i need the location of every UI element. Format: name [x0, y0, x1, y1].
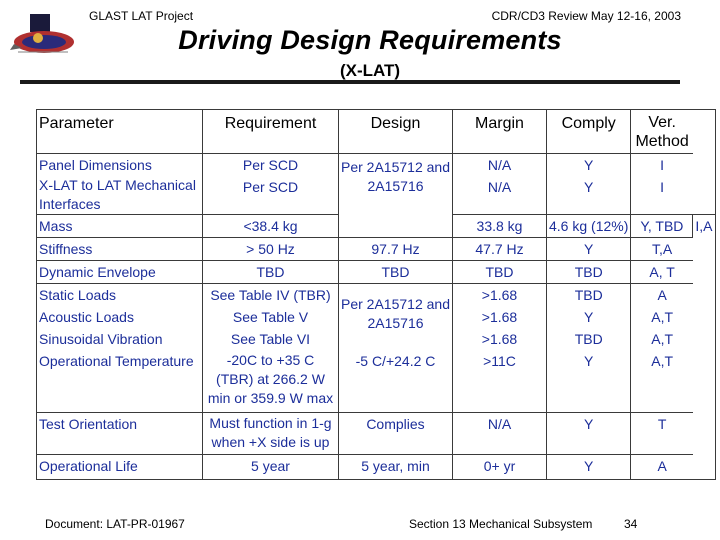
design-cell: TBD [339, 261, 453, 284]
col-header-margin: Margin [453, 110, 547, 154]
requirement-cell: Per SCD [203, 176, 339, 215]
table-row [37, 284, 716, 307]
table-header-row [37, 110, 716, 154]
table-row [37, 412, 716, 454]
comply-cell: Y [547, 176, 631, 215]
review-label: CDR/CD3 Review May 12-16, 2003 [491, 9, 681, 23]
title-rule [20, 80, 680, 84]
method-cell: A, T [631, 261, 693, 284]
method-cell: T,A [631, 238, 693, 261]
param-cell: Acoustic Loads [39, 309, 134, 325]
requirement-cell: See Table V [203, 306, 339, 328]
comply-cell: Y [547, 238, 631, 261]
table-row [37, 350, 716, 412]
comply-cell: TBD [547, 328, 631, 350]
param-cell: Stiffness [37, 238, 203, 261]
requirement-cell: See Table VI [203, 328, 339, 350]
footer-page-number: 34 [624, 517, 638, 531]
method-cell: I [631, 176, 693, 215]
design-cell: 97.7 Hz [339, 238, 453, 261]
page-subtitle: (X-LAT) [339, 61, 401, 80]
margin-cell: >1.68 [453, 328, 547, 350]
param-cell: Mass [37, 215, 203, 238]
comply-cell: Y [547, 306, 631, 328]
table-row [37, 238, 716, 261]
footer-document: Document: LAT-PR-01967 [45, 517, 185, 531]
table-row [37, 454, 716, 479]
method-cell: I [631, 154, 693, 177]
margin-cell: N/A [453, 412, 547, 454]
method-cell: I,A [693, 215, 715, 238]
col-header-design: Design [339, 110, 453, 154]
method-cell: A [631, 454, 693, 479]
margin-cell: N/A [453, 154, 547, 177]
method-cell: A,T [631, 306, 693, 328]
design-cell: -5 C/+24.2 C [339, 350, 453, 412]
table-row [37, 261, 716, 284]
method-cell: T [631, 412, 693, 454]
requirement-cell: <38.4 kg [203, 215, 339, 238]
margin-cell: N/A [453, 176, 547, 215]
page-title: Driving Design Requirements [178, 25, 562, 55]
requirement-cell: Per SCD [203, 154, 339, 177]
param-cell: Dynamic Envelope [37, 261, 203, 284]
margin-cell: >1.68 [453, 284, 547, 307]
col-header-method: Ver. Method [631, 110, 693, 154]
requirement-cell: > 50 Hz [203, 238, 339, 261]
margin-cell: >1.68 [453, 306, 547, 328]
comply-cell: Y [547, 454, 631, 479]
design-cell: 5 year, min [339, 454, 453, 479]
design-cell: Complies [339, 412, 453, 454]
margin-cell: 47.7 Hz [453, 238, 547, 261]
col-header-requirement: Requirement [203, 110, 339, 154]
project-label: GLAST LAT Project [89, 9, 194, 23]
param-cell: Operational Life [37, 454, 203, 479]
design-cell: 33.8 kg [453, 215, 547, 238]
comply-cell: Y [547, 154, 631, 177]
comply-cell: Y, TBD [631, 215, 693, 238]
design-merged-cell: Per 2A15712 and 2A15716 [339, 154, 453, 238]
method-cell: A,T [631, 350, 693, 412]
comply-cell: Y [547, 412, 631, 454]
comply-cell: Y [547, 350, 631, 412]
comply-cell: TBD [547, 284, 631, 307]
requirement-cell: -20C to +35 C (TBR) at 266.2 W min or 359.9 W max [203, 350, 339, 412]
requirement-cell: TBD [203, 261, 339, 284]
col-header-comply: Comply [547, 110, 631, 154]
param-cell: X-LAT to LAT Mechanical Interfaces [39, 177, 196, 212]
requirement-cell: 5 year [203, 454, 339, 479]
param-cell: Static Loads [37, 284, 203, 307]
param-cell: Test Orientation [37, 412, 203, 454]
requirement-cell: Must function in 1-g when +X side is up [203, 412, 339, 454]
method-cell: A [631, 284, 693, 307]
col-header-parameter: Parameter [39, 115, 114, 132]
method-cell: A,T [631, 328, 693, 350]
margin-cell: 0+ yr [453, 454, 547, 479]
margin-cell: >11C [453, 350, 547, 412]
table-row [37, 154, 716, 177]
comply-cell: TBD [547, 261, 631, 284]
param-cell: Sinusoidal Vibration [39, 331, 163, 347]
param-cell: Panel Dimensions [37, 154, 203, 177]
param-cell: Operational Temperature [39, 353, 194, 369]
margin-cell: TBD [453, 261, 547, 284]
margin-cell: 4.6 kg (12%) [547, 215, 631, 238]
design-merged-cell: Per 2A15712 and 2A15716 [339, 284, 453, 351]
requirement-cell: See Table IV (TBR) [203, 284, 339, 307]
requirements-table [36, 109, 716, 480]
footer-section: Section 13 Mechanical Subsystem [409, 517, 593, 531]
